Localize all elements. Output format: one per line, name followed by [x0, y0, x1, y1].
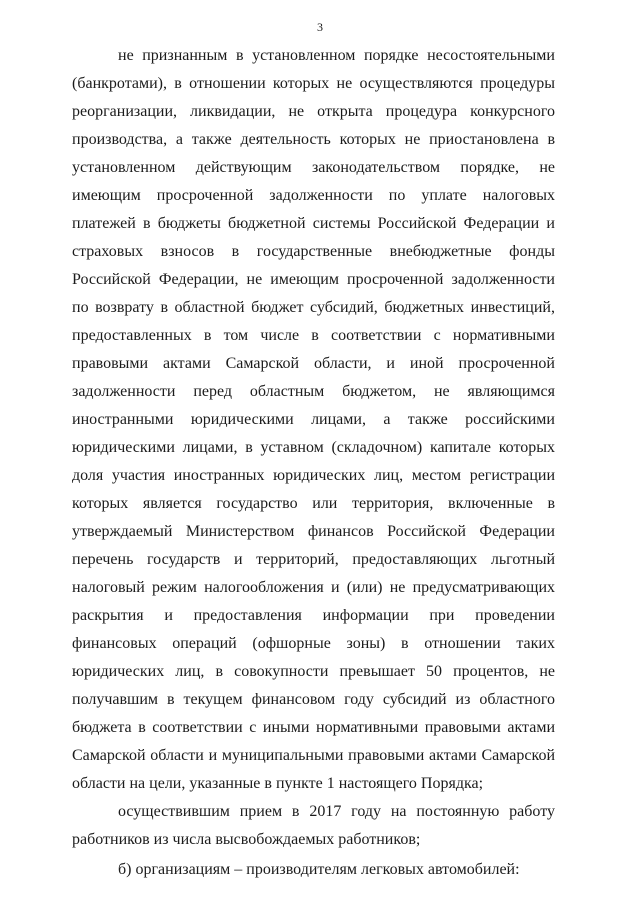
page-number: 3: [317, 20, 323, 34]
document-body: [72, 42, 555, 884]
paragraph-2: осуществившим прием в 2017 году на постоянную работу работников из числа высвобождаемых работников;: [72, 803, 555, 848]
paragraph-1: не признанным в установленном порядке несостоятельными (банкротами), в отношении которых не осуществляются процедуры реорганизации, ликвидации, не открыта процедура конкурсного производства, а также деятельность которых не приостановлена в установленном действующим законодательством порядке, не имеющим просроченной задолженности по уплате налоговых платежей в бюджеты бюджетной системы Российской Федерации и страховых взносов в государственные внебюджетные фонды Российской Федерации, не имеющим просроченной задолженности по возврату в областной бюджет субсидий, бюджетных инвестиций, предоставленных в том числе в соответствии с нормативными правовыми актами Самарской области, и иной просроченной задолженности перед областным бюджетом, не являющимся иностранными юридическими лицами, а также российскими юридическими лицами, в уставном (складочном) капитале которых доля участия иностранных юридических лиц, местом регистрации которых является государство или территория, включенные в утверждаемый Министерством финансов Российской Федерации перечень государств и территорий, предоставляющих льготный налоговый режим налогообложения и (или) не предусматривающих раскрытия и предоставления информации при проведении финансовых операций (офшорные зоны) в отношении таких юридических лиц, в совокупности превышает 50 процентов, не получавшим в текущем финансовом году субсидий из областного бюджета в соответствии с иными нормативными правовыми актами Самарской области и муниципальными правовыми актами Самарской области на цели, указанные в пункте 1 настоящего Порядка;: [72, 47, 555, 792]
paragraph-3: б) организациям – производителям легковых автомобилей:: [118, 861, 520, 878]
